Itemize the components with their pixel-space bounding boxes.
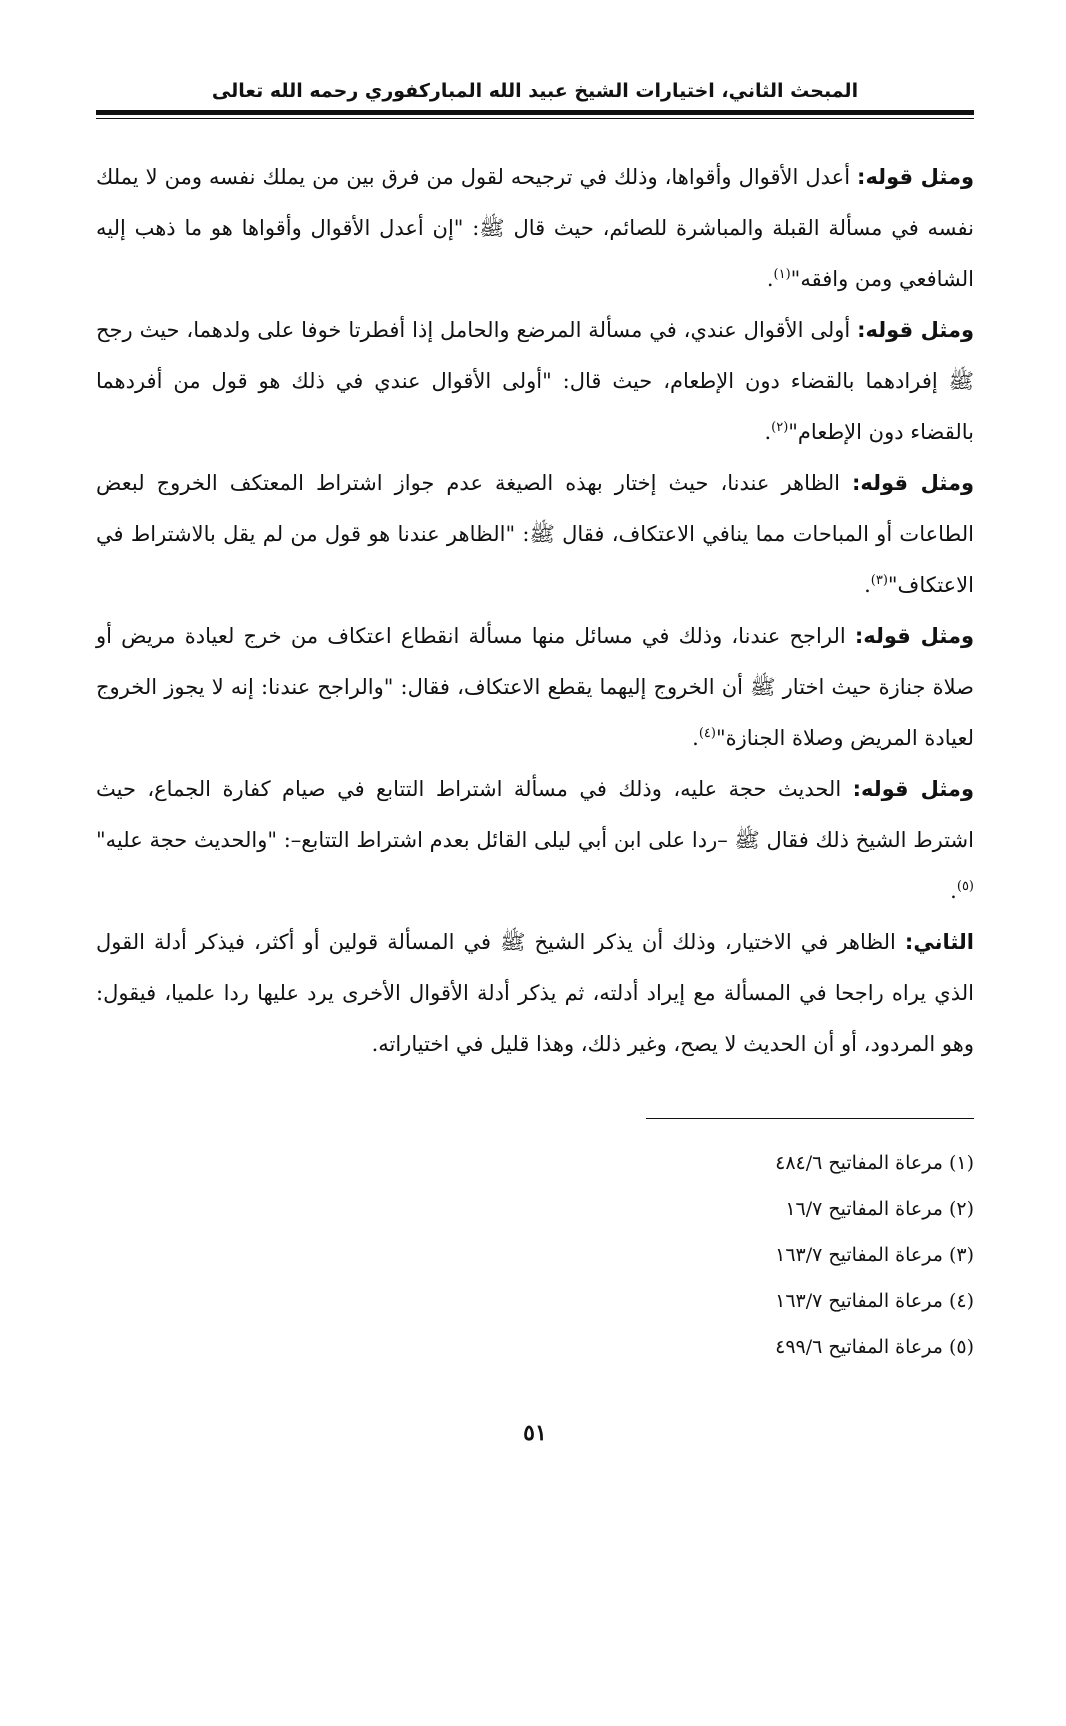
paragraph-end: .: [864, 573, 871, 597]
paragraph: [96, 917, 974, 1070]
footnote-ref: (٥): [956, 879, 974, 894]
footnote-separator: [646, 1118, 974, 1119]
footnote-ref: (٣): [870, 573, 888, 588]
footnote-ref: (٤): [698, 726, 716, 741]
header-rule-thin: [96, 118, 974, 119]
paragraph-lead: ومثل قوله:: [854, 624, 974, 648]
paragraph-end: .: [950, 879, 957, 903]
paragraph-end: .: [692, 726, 699, 750]
footnote: (١) مرعاة المفاتيح ٤٨٤/٦: [775, 1152, 974, 1174]
footnote-ref: (١): [773, 267, 791, 282]
running-header: المبحث الثاني، اختيارات الشيخ عبيد الله المباركفوري رحمه الله تعالى: [211, 80, 859, 102]
paragraph-text: أعدل الأقوال وأقواها، وذلك في ترجيحه لقول من فرق بين من يملك نفسه ومن لا يملك نفسه في مسألة القبلة والمباشرة للصائم، حيث قال ﷺ: "إن أعدل الأقوال وأقواها هو ما ذهب إليه الشافعي ومن وافقه": [96, 165, 974, 291]
paragraph-lead: ومثل قوله:: [857, 318, 974, 342]
paragraph-lead: ومثل قوله:: [852, 777, 974, 801]
footnote: (٣) مرعاة المفاتيح ١٦٣/٧: [775, 1244, 974, 1266]
paragraph-text: أولى الأقوال عندي، في مسألة المرضع والحامل إذا أفطرتا خوفا على ولدهما، حيث رجح ﷺ إفرادهما بالقضاء دون الإطعام، حيث قال: "أولى الأقوال عندي في ذلك هو قول من أفردهما بالقضاء دون الإطعام": [96, 318, 974, 444]
paragraph-lead: ومثل قوله:: [857, 165, 975, 189]
page-number: ٥١: [523, 1420, 547, 1446]
paragraph-end: .: [764, 420, 772, 444]
footnote: (٤) مرعاة المفاتيح ١٦٣/٧: [775, 1290, 974, 1312]
body-text: [96, 152, 974, 1070]
paragraph-lead: ومثل قوله:: [852, 471, 974, 495]
paragraph-text: الحديث حجة عليه، وذلك في مسألة اشتراط التتابع في صيام كفارة الجماع، حيث اشترط الشيخ ذلك فقال ﷺ –ردا على ابن أبي ليلى القائل بعدم اشتراط التتابع–: "والحديث حجة عليه": [96, 777, 974, 852]
footnote: (٢) مرعاة المفاتيح ١٦/٧: [785, 1198, 974, 1220]
footnote-ref: (٢): [771, 420, 789, 435]
header-rule: [96, 110, 974, 115]
paragraph: [96, 152, 974, 305]
paragraph: [96, 305, 974, 458]
footnotes: [474, 1140, 974, 1370]
footnote: (٥) مرعاة المفاتيح ٤٩٩/٦: [775, 1336, 974, 1358]
paragraph: [96, 458, 974, 611]
paragraph: [96, 611, 974, 764]
page: [96, 0, 974, 1726]
paragraph-text: الظاهر عندنا، حيث إختار بهذه الصيغة عدم جواز اشتراط المعتكف الخروج لبعض الطاعات أو المباحات مما ينافي الاعتكاف، فقال ﷺ: "الظاهر عندنا هو قول من لم يقل بالاشتراط في الاعتكاف": [96, 471, 974, 597]
paragraph: [96, 764, 974, 917]
paragraph-text: الراجح عندنا، وذلك في مسائل منها مسألة انقطاع اعتكاف من خرج لعيادة مريض أو صلاة جنازة حيث اختار ﷺ أن الخروج إليهما يقطع الاعتكاف، فقال: "والراجح عندنا: إنه لا يجوز الخروج لعيادة المريض وصلاة الجنازة": [96, 624, 974, 750]
paragraph-lead: الثاني:: [904, 930, 974, 954]
paragraph-text: الظاهر في الاختيار، وذلك أن يذكر الشيخ ﷺ في المسألة قولين أو أكثر، فيذكر أدلة القول الذي يراه راجحا في المسألة مع إيراد أدلته، ثم يذكر أدلة الأقوال الأخرى يرد عليها ردا علميا، فيقول: وهو المردود، أو أن الحديث لا يصح، وغير ذلك، وهذا قليل في اختياراته.: [96, 930, 974, 1056]
paragraph-end: .: [766, 267, 774, 291]
